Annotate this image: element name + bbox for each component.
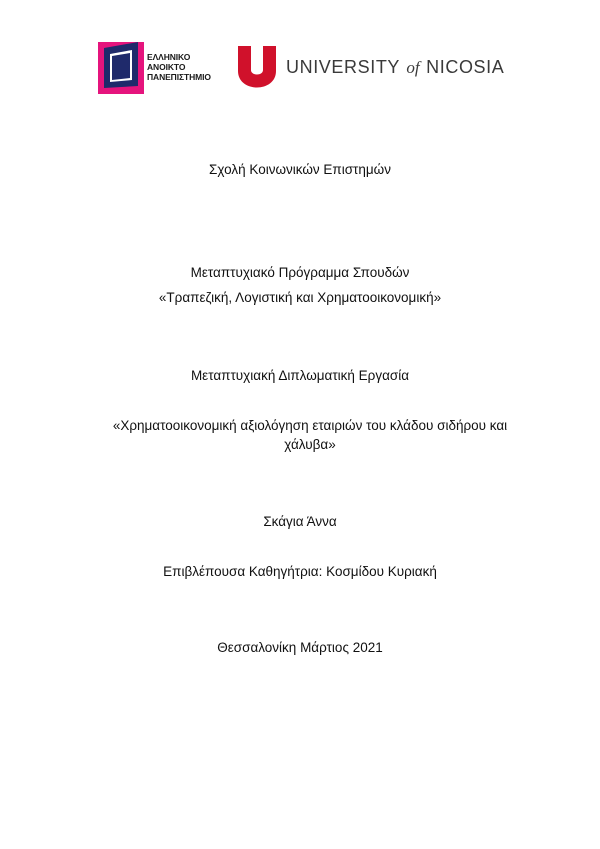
place-date: Θεσσαλονίκη Μάρτιος 2021 [217,640,383,655]
author-name: Σκάγια Άννα [263,514,337,529]
unic-wordmark-university: UNIVERSITY [286,57,400,77]
program-name: «Τραπεζική, Λογιστική και Χρηματοοικονομική» [158,290,442,305]
hou-wordmark-line-1: ΕΛΛΗΝΙΚΟ [147,52,191,62]
thesis-title: «Χρηματοοικονομική αξιολόγηση εταιριών του κλάδου σιδήρου και χάλυβα» [112,418,508,452]
hou-emblem-icon [98,42,144,94]
program-label: Μεταπτυχιακό Πρόγραμμα Σπουδών [190,265,410,280]
hou-wordmark-line-3: ΠΑΝΕΠΙΣΤΗΜΙΟ [147,72,211,82]
hellenic-open-university-logo [98,42,228,94]
unic-emblem-icon [238,46,276,90]
thesis-type: Μεταπτυχιακή Διπλωματική Εργασία [190,368,410,383]
hou-wordmark-line-2: ΑΝΟΙΚΤΟ [147,62,186,72]
unic-wordmark-nicosia: NICOSIA [426,57,505,77]
hou-wordmark [147,52,232,82]
supervisor: Επιβλέπουσα Καθηγήτρια: Κοσμίδου Κυριακή [163,564,437,579]
unic-wordmark-of: of [406,58,420,77]
university-of-nicosia-logo [238,46,505,92]
unic-wordmark [286,57,504,78]
logos-header [98,42,505,94]
school-name: Σχολή Κοινωνικών Επιστημών [209,162,391,177]
